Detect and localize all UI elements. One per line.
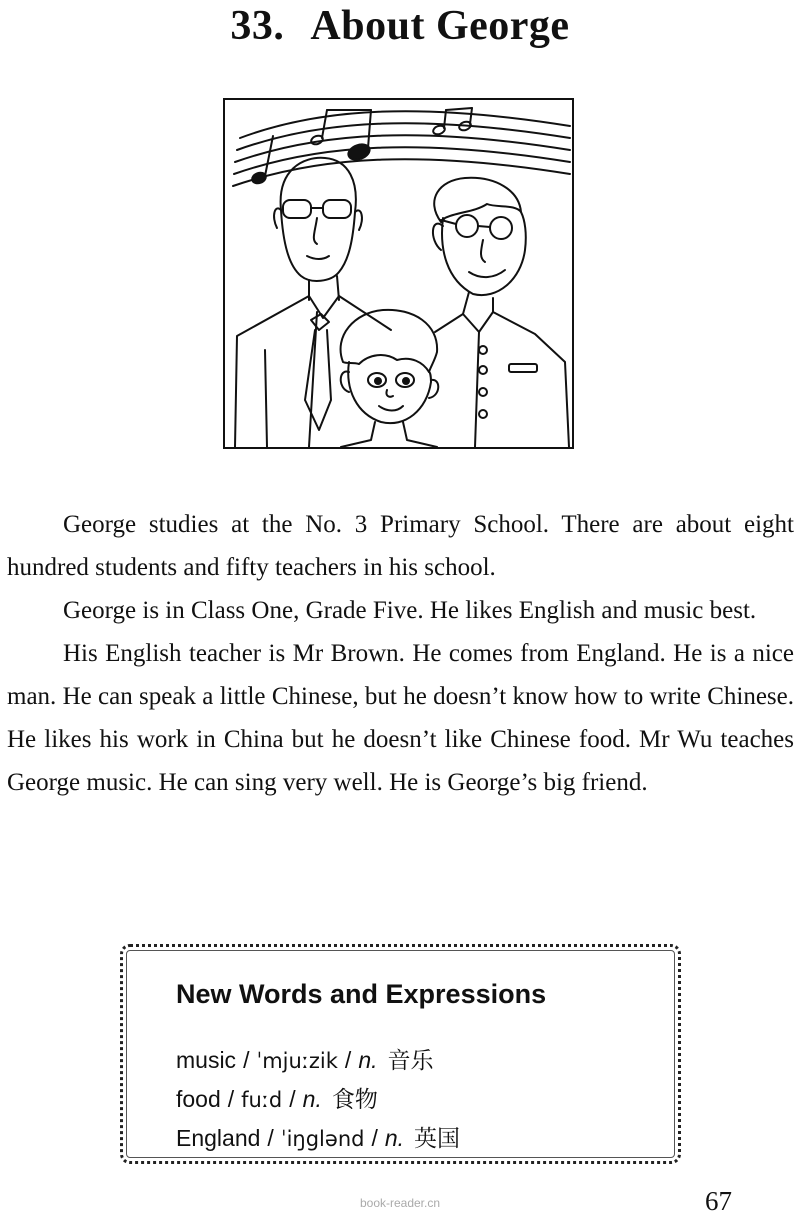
student-figure-george — [341, 310, 439, 447]
vocab-separator: / — [243, 1047, 250, 1073]
vocab-part-of-speech: n. — [302, 1086, 322, 1112]
vocab-separator: / — [289, 1086, 296, 1112]
lesson-illustration — [223, 98, 574, 449]
vocab-separator: / — [344, 1047, 352, 1073]
teacher-figure-left — [235, 158, 391, 447]
vocabulary-item — [176, 1080, 460, 1119]
watermark: book-reader.cn — [359, 1196, 441, 1210]
vocabulary-box — [120, 944, 681, 1164]
vocab-word: England — [176, 1125, 261, 1151]
vocab-part-of-speech: n. — [384, 1125, 405, 1151]
vocab-separator: / — [371, 1125, 378, 1151]
lesson-title — [0, 2, 800, 50]
music-notes — [251, 108, 472, 185]
vocabulary-item — [176, 1119, 460, 1158]
vocabulary-item — [176, 1041, 460, 1080]
paragraph: His English teacher is Mr Brown. He comes from England. He is a nice man. He can speak a little Chinese, but he doesn’t know how to write Chinese. He likes his work in China but he doesn’t like Chinese food. Mr Wu teaches George music. He can sing very well. He is George’s big friend. — [7, 640, 794, 796]
vocab-separator: / — [267, 1125, 274, 1151]
vocabulary-title: New Words and Expressions — [176, 979, 547, 1009]
music-staff-lines — [233, 111, 570, 186]
paragraph: George is in Class One, Grade Five. He likes English and music best. — [63, 597, 757, 624]
page-number: 67 — [705, 1186, 732, 1216]
vocab-word: music — [176, 1047, 237, 1073]
vocab-part-of-speech: n. — [358, 1047, 378, 1073]
paragraph: George studies at the No. 3 Primary School. There are about eight hundred students and fifty teachers in his school. — [7, 511, 794, 581]
vocab-phonetic: fuːd — [241, 1088, 283, 1112]
lesson-title-text: About George — [310, 3, 570, 49]
vocab-meaning: 音乐 — [387, 1048, 434, 1074]
reading-passage — [7, 503, 794, 804]
teacher-figure-right — [433, 178, 569, 447]
vocab-meaning: 食物 — [331, 1087, 378, 1113]
vocab-meaning: 英国 — [414, 1126, 461, 1152]
lesson-number: 33. — [230, 3, 285, 49]
vocabulary-list — [176, 1041, 460, 1158]
vocab-phonetic: ˈiŋglənd — [280, 1127, 365, 1151]
vocab-phonetic: ˈmjuːzik — [256, 1049, 338, 1073]
vocab-separator: / — [227, 1086, 235, 1112]
vocab-word: food — [176, 1086, 221, 1112]
